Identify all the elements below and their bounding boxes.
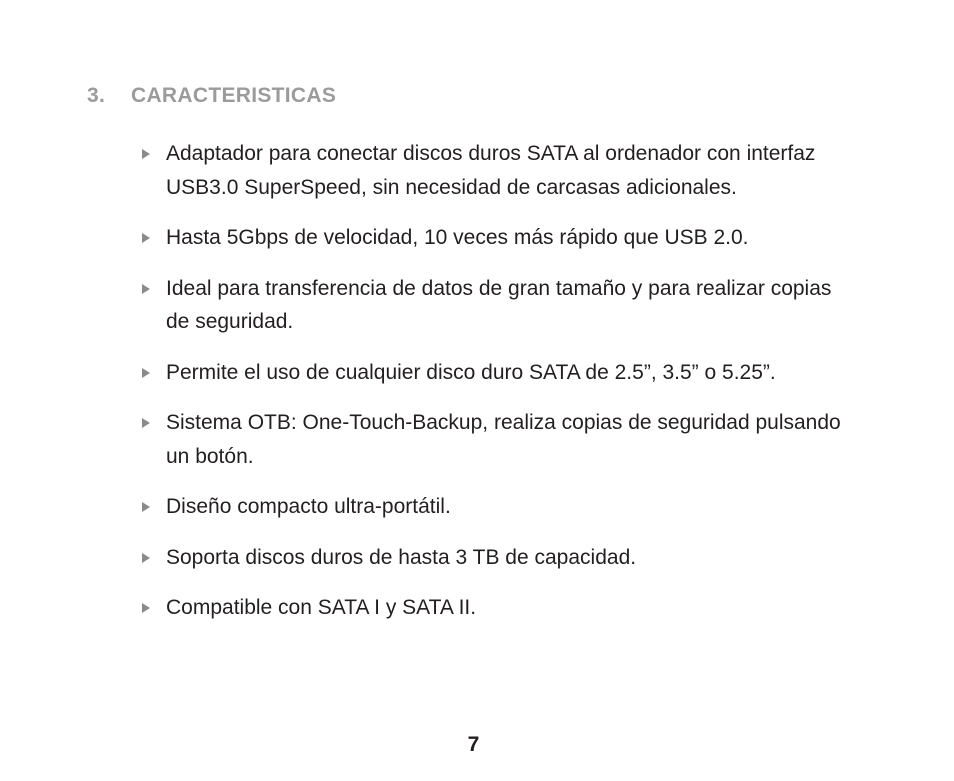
- feature-list: [140, 137, 860, 642]
- bullet-triangle-icon: [142, 418, 150, 428]
- section-title: CARACTERISTICAS: [131, 84, 337, 107]
- feature-text: Soporta discos duros de hasta 3 TB de capacidad.: [166, 545, 637, 569]
- bullet-triangle-icon: [142, 553, 150, 563]
- section-heading: [87, 84, 336, 108]
- feature-item: [140, 490, 860, 524]
- bullet-triangle-icon: [142, 603, 150, 613]
- bullet-triangle-icon: [142, 233, 150, 243]
- feature-item: [140, 221, 860, 255]
- feature-text: Adaptador para conectar discos duros SATA al ordenador con interfaz USB3.0 SuperSpeed, sin necesidad de carcasas adicionales.: [166, 142, 816, 199]
- feature-text: Diseño compacto ultra-portátil.: [166, 495, 451, 518]
- feature-item: [140, 272, 860, 339]
- feature-text: Ideal para transferencia de datos de gran tamaño y para realizar copias de seguridad.: [166, 276, 832, 333]
- feature-text: Permite el uso de cualquier disco duro SATA de 2.5”, 3.5” o 5.25”.: [166, 360, 776, 384]
- feature-item: [140, 406, 860, 473]
- feature-item: [140, 541, 860, 575]
- page-number: 7: [467, 733, 480, 756]
- feature-item: [140, 356, 860, 390]
- feature-text: Hasta 5Gbps de velocidad, 10 veces más rápido que USB 2.0.: [166, 226, 749, 249]
- feature-text: Sistema OTB: One-Touch-Backup, realiza copias de seguridad pulsando un botón.: [166, 411, 841, 468]
- section-number: 3.: [87, 84, 106, 107]
- feature-item: [140, 137, 860, 204]
- bullet-triangle-icon: [142, 149, 150, 159]
- bullet-triangle-icon: [142, 368, 150, 378]
- bullet-triangle-icon: [142, 502, 150, 512]
- feature-item: [140, 591, 860, 625]
- feature-text: Compatible con SATA I y SATA II.: [166, 596, 477, 619]
- bullet-triangle-icon: [142, 284, 150, 294]
